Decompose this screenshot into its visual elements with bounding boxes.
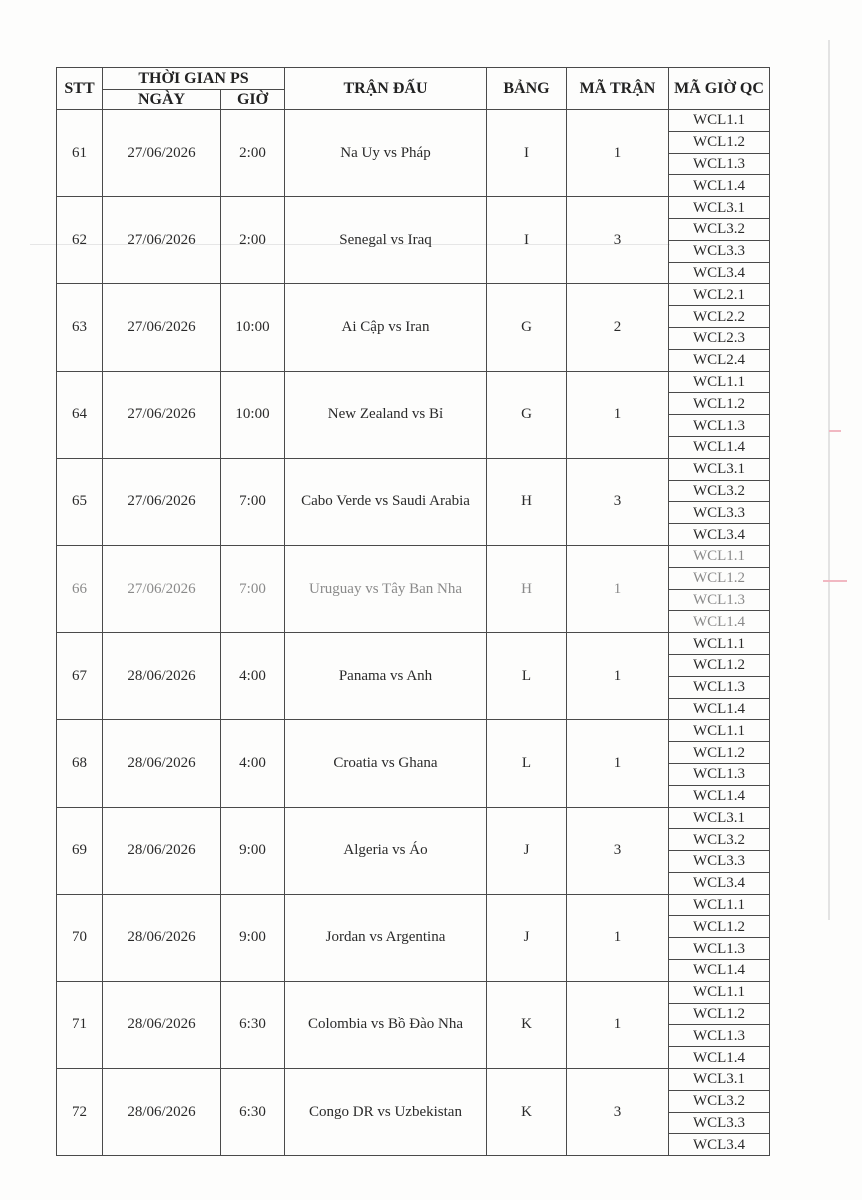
cell-ad-code: WCL2.2 [669,306,770,328]
cell-time: 10:00 [221,371,285,458]
header-group: BẢNG [487,68,567,110]
cell-match-code: 1 [567,720,669,807]
cell-date: 27/06/2026 [103,545,221,632]
cell-ad-code: WCL1.1 [669,110,770,132]
table-row [57,807,770,829]
cell-group: L [487,633,567,720]
cell-ad-code: WCL3.3 [669,502,770,524]
cell-ad-code: WCL1.1 [669,720,770,742]
cell-ad-code: WCL3.2 [669,1090,770,1112]
cell-group: H [487,458,567,545]
table-header [57,68,770,110]
cell-ad-code: WCL3.1 [669,458,770,480]
cell-ad-code: WCL1.4 [669,611,770,633]
header-hour: GIỜ [221,90,285,110]
cell-time: 9:00 [221,807,285,894]
cell-time: 9:00 [221,894,285,981]
cell-match: Cabo Verde vs Saudi Arabia [285,458,487,545]
cell-match-code: 2 [567,284,669,371]
cell-ad-code: WCL1.2 [669,1003,770,1025]
cell-match: Uruguay vs Tây Ban Nha [285,545,487,632]
cell-match: Croatia vs Ghana [285,720,487,807]
cell-time: 6:30 [221,1069,285,1156]
cell-time: 4:00 [221,633,285,720]
cell-ad-code: WCL3.2 [669,218,770,240]
scan-edge-mark [828,40,830,920]
cell-stt: 69 [57,807,103,894]
cell-ad-code: WCL1.1 [669,545,770,567]
cell-ad-code: WCL3.1 [669,197,770,219]
cell-group: G [487,284,567,371]
header-date: NGÀY [103,90,221,110]
cell-ad-code: WCL1.2 [669,567,770,589]
cell-date: 27/06/2026 [103,197,221,284]
cell-match: Ai Cập vs Iran [285,284,487,371]
cell-match-code: 1 [567,110,669,197]
cell-stt: 67 [57,633,103,720]
cell-match: Congo DR vs Uzbekistan [285,1069,487,1156]
cell-ad-code: WCL1.1 [669,894,770,916]
cell-ad-code: WCL3.4 [669,262,770,284]
cell-ad-code: WCL3.4 [669,524,770,546]
cell-date: 27/06/2026 [103,110,221,197]
cell-time: 7:00 [221,458,285,545]
cell-date: 27/06/2026 [103,458,221,545]
cell-match-code: 1 [567,633,669,720]
cell-date: 28/06/2026 [103,894,221,981]
cell-ad-code: WCL1.2 [669,916,770,938]
cell-ad-code: WCL1.4 [669,175,770,197]
table-body [57,110,770,1156]
cell-stt: 64 [57,371,103,458]
cell-stt: 66 [57,545,103,632]
cell-stt: 72 [57,1069,103,1156]
table-row [57,284,770,306]
cell-match-code: 1 [567,894,669,981]
cell-ad-code: WCL1.2 [669,654,770,676]
cell-ad-code: WCL1.1 [669,981,770,1003]
cell-match: New Zealand vs Bỉ [285,371,487,458]
cell-match: Na Uy vs Pháp [285,110,487,197]
cell-time: 10:00 [221,284,285,371]
cell-ad-code: WCL1.4 [669,1047,770,1069]
cell-ad-code: WCL3.4 [669,872,770,894]
cell-stt: 68 [57,720,103,807]
scan-pink-mark [829,430,841,432]
cell-stt: 70 [57,894,103,981]
cell-match-code: 1 [567,545,669,632]
cell-ad-code: WCL1.1 [669,371,770,393]
cell-time: 4:00 [221,720,285,807]
cell-match: Colombia vs Bồ Đào Nha [285,981,487,1068]
cell-ad-code: WCL3.1 [669,1069,770,1091]
cell-ad-code: WCL2.4 [669,349,770,371]
header-ad-code: MÃ GIỜ QC [669,68,770,110]
header-match-code: MÃ TRẬN [567,68,669,110]
cell-ad-code: WCL1.3 [669,676,770,698]
table-row [57,110,770,132]
cell-ad-code: WCL3.2 [669,480,770,502]
cell-stt: 71 [57,981,103,1068]
cell-ad-code: WCL1.3 [669,589,770,611]
cell-date: 27/06/2026 [103,284,221,371]
cell-match-code: 1 [567,981,669,1068]
table-row [57,371,770,393]
cell-group: I [487,197,567,284]
cell-ad-code: WCL1.2 [669,131,770,153]
cell-date: 28/06/2026 [103,807,221,894]
cell-ad-code: WCL3.4 [669,1134,770,1156]
cell-match-code: 3 [567,197,669,284]
cell-group: G [487,371,567,458]
cell-match: Panama vs Anh [285,633,487,720]
cell-ad-code: WCL3.3 [669,1112,770,1134]
cell-time: 2:00 [221,110,285,197]
table-row [57,458,770,480]
cell-match: Senegal vs Iraq [285,197,487,284]
cell-ad-code: WCL2.3 [669,327,770,349]
cell-match: Algeria vs Áo [285,807,487,894]
table-row [57,197,770,219]
cell-group: J [487,807,567,894]
cell-time: 2:00 [221,197,285,284]
header-match: TRẬN ĐẤU [285,68,487,110]
cell-stt: 62 [57,197,103,284]
cell-date: 28/06/2026 [103,1069,221,1156]
cell-ad-code: WCL1.1 [669,633,770,655]
scan-pink-mark [823,580,847,582]
header-stt: STT [57,68,103,110]
cell-group: L [487,720,567,807]
cell-match-code: 3 [567,458,669,545]
table-row [57,545,770,567]
cell-ad-code: WCL1.3 [669,938,770,960]
table-row [57,1069,770,1091]
cell-match-code: 3 [567,807,669,894]
cell-date: 28/06/2026 [103,720,221,807]
cell-match: Jordan vs Argentina [285,894,487,981]
table-row [57,720,770,742]
table-row [57,633,770,655]
cell-ad-code: WCL3.1 [669,807,770,829]
table-row [57,894,770,916]
cell-ad-code: WCL1.3 [669,1025,770,1047]
cell-group: K [487,1069,567,1156]
cell-ad-code: WCL1.3 [669,415,770,437]
cell-stt: 61 [57,110,103,197]
cell-stt: 65 [57,458,103,545]
cell-ad-code: WCL1.3 [669,763,770,785]
cell-ad-code: WCL1.3 [669,153,770,175]
cell-match-code: 3 [567,1069,669,1156]
cell-ad-code: WCL3.3 [669,851,770,873]
cell-group: K [487,981,567,1068]
cell-group: I [487,110,567,197]
cell-ad-code: WCL2.1 [669,284,770,306]
cell-date: 28/06/2026 [103,981,221,1068]
cell-ad-code: WCL1.4 [669,960,770,982]
cell-ad-code: WCL1.4 [669,436,770,458]
cell-group: H [487,545,567,632]
cell-date: 28/06/2026 [103,633,221,720]
schedule-table [56,67,770,1156]
cell-time: 6:30 [221,981,285,1068]
cell-group: J [487,894,567,981]
cell-stt: 63 [57,284,103,371]
cell-ad-code: WCL3.2 [669,829,770,851]
cell-ad-code: WCL1.4 [669,785,770,807]
cell-ad-code: WCL1.2 [669,742,770,764]
cell-ad-code: WCL1.2 [669,393,770,415]
table-row [57,981,770,1003]
cell-date: 27/06/2026 [103,371,221,458]
cell-time: 7:00 [221,545,285,632]
cell-ad-code: WCL3.3 [669,240,770,262]
header-time-group: THỜI GIAN PS [103,68,285,90]
cell-ad-code: WCL1.4 [669,698,770,720]
cell-match-code: 1 [567,371,669,458]
